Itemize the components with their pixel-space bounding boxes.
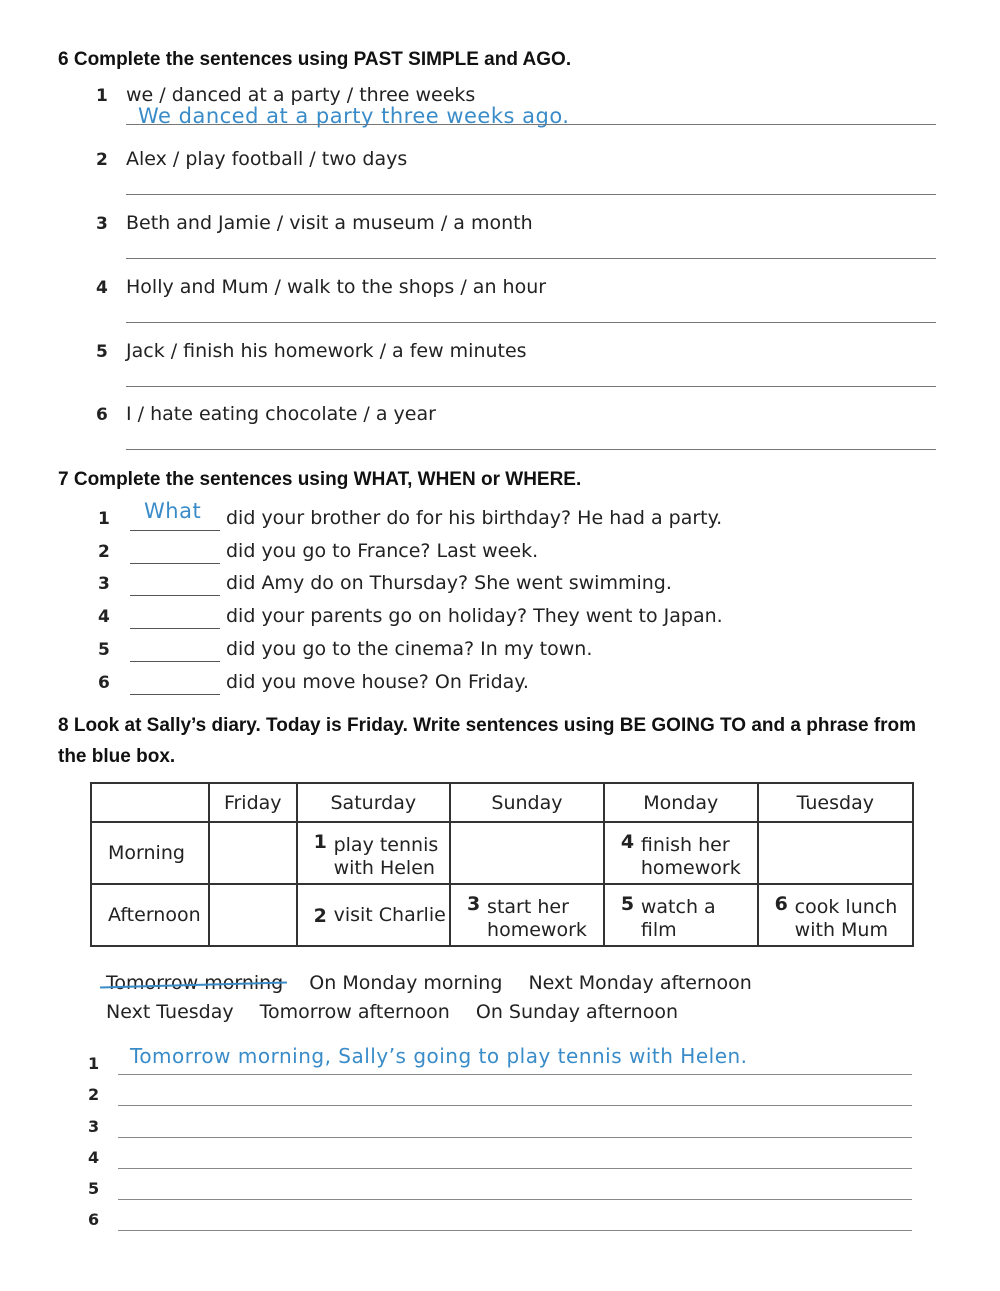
sentence-text: did your parents go on holiday? They went to Japan. xyxy=(226,605,723,627)
ex6-item-1 xyxy=(96,86,936,150)
item-number: 4 xyxy=(88,1148,100,1167)
day-header: Saturday xyxy=(297,783,450,822)
item-prompt: we / danced at a party / three weeks xyxy=(126,84,476,106)
ex8-answer-4 xyxy=(88,1148,912,1180)
answer-line xyxy=(118,1199,912,1200)
ex8-answer-3 xyxy=(88,1117,912,1149)
phrase-item-used: Tomorrow morning xyxy=(106,972,284,994)
answer-line xyxy=(126,322,936,323)
item-number: 5 xyxy=(88,1179,100,1198)
answer-line xyxy=(118,1168,912,1169)
activity-number: 3 xyxy=(467,893,481,915)
answer-line xyxy=(126,386,936,387)
phrase-box-row-1 xyxy=(106,972,772,994)
exercise-6-heading: 6 Complete the sentences using PAST SIMPLE and AGO. xyxy=(58,49,572,70)
answer-blank[interactable] xyxy=(130,671,220,695)
answer-blank[interactable] xyxy=(130,572,220,596)
phrase-box-row-2 xyxy=(106,1001,698,1023)
item-number: 6 xyxy=(98,673,110,693)
sally-diary-table xyxy=(90,782,914,947)
item-number: 2 xyxy=(96,150,108,170)
item-number: 5 xyxy=(96,342,108,362)
diary-cell xyxy=(604,884,758,946)
diary-cell xyxy=(297,822,450,884)
answer-line xyxy=(126,258,936,259)
diary-cell xyxy=(758,884,913,946)
diary-cell xyxy=(450,822,604,884)
answer-field[interactable]: We danced at a party three weeks ago. xyxy=(138,104,570,128)
ex6-item-3 xyxy=(96,214,936,278)
diary-cell xyxy=(209,822,297,884)
answer-line xyxy=(126,449,936,450)
diary-cell xyxy=(297,884,450,946)
item-number: 3 xyxy=(88,1117,100,1136)
answer-line xyxy=(118,1137,912,1138)
diary-cell xyxy=(209,884,297,946)
item-number: 2 xyxy=(98,542,110,562)
activity-text: start her homework xyxy=(487,896,587,941)
item-number: 4 xyxy=(98,607,110,627)
row-label: Afternoon xyxy=(91,884,209,946)
exercise-8-heading: 8 Look at Sally’s diary. Today is Friday. Write sentences using BE GOING TO and a phrase from the blue box. xyxy=(58,715,917,767)
ex7-item-6 xyxy=(98,671,798,701)
answer-field[interactable]: Tomorrow morning, Sally’s going to play tennis with Helen. xyxy=(130,1044,748,1068)
sentence-text: did your brother do for his birthday? He had a party. xyxy=(226,507,723,529)
phrase-item: Tomorrow afternoon xyxy=(259,1001,450,1023)
activity-number: 1 xyxy=(313,831,327,853)
sentence-text: did Amy do on Thursday? She went swimming. xyxy=(226,572,672,594)
activity-text: finish her homework xyxy=(640,834,741,879)
ex8-answer-5 xyxy=(88,1179,912,1211)
activity-number: 4 xyxy=(620,831,635,853)
phrase-item: On Monday morning xyxy=(309,972,503,994)
day-header: Tuesday xyxy=(758,783,913,822)
ex7-item-1 xyxy=(98,499,798,537)
item-prompt: Holly and Mum / walk to the shops / an hour xyxy=(126,276,547,298)
ex6-item-4 xyxy=(96,278,936,342)
activity-number: 6 xyxy=(774,893,788,915)
ex8-answer-1 xyxy=(88,1044,912,1086)
activity-text: watch a film xyxy=(640,896,716,941)
item-prompt: I / hate eating chocolate / a year xyxy=(126,403,436,425)
sentence-text: did you move house? On Friday. xyxy=(226,671,529,693)
ex6-item-5 xyxy=(96,342,936,406)
item-number: 1 xyxy=(98,509,110,529)
answer-blank[interactable] xyxy=(130,499,220,531)
sentence-text: did you go to France? Last week. xyxy=(226,540,539,562)
exercise-7-heading: 7 Complete the sentences using WHAT, WHEN or WHERE. xyxy=(58,469,582,490)
activity-text: visit Charlie xyxy=(333,903,446,926)
answer-line xyxy=(118,1074,912,1075)
phrase-item: On Sunday afternoon xyxy=(475,1001,678,1023)
activity-number: 5 xyxy=(620,893,635,915)
diary-cell xyxy=(604,822,758,884)
header-corner xyxy=(91,783,209,822)
day-header: Monday xyxy=(604,783,758,822)
item-number: 3 xyxy=(98,574,110,594)
item-number: 4 xyxy=(96,278,108,298)
item-number: 2 xyxy=(88,1085,100,1104)
day-header: Sunday xyxy=(450,783,604,822)
answer-text: What xyxy=(144,499,202,523)
answer-line xyxy=(126,194,936,195)
ex7-item-5 xyxy=(98,638,798,668)
item-prompt: Alex / play football / two days xyxy=(126,148,408,170)
item-number: 3 xyxy=(96,214,108,234)
ex8-answer-6 xyxy=(88,1210,912,1242)
diary-cell xyxy=(450,884,604,946)
ex8-answer-2 xyxy=(88,1085,912,1117)
item-number: 6 xyxy=(88,1210,100,1229)
phrase-item: Next Tuesday xyxy=(106,1001,234,1023)
activity-text: play tennis with Helen xyxy=(333,834,439,879)
answer-line xyxy=(126,124,936,125)
answer-blank[interactable] xyxy=(130,605,220,629)
answer-line xyxy=(118,1105,912,1106)
ex7-item-4 xyxy=(98,605,798,635)
row-label: Morning xyxy=(91,822,209,884)
activity-number: 2 xyxy=(313,905,327,927)
item-number: 6 xyxy=(96,405,108,425)
item-prompt: Jack / finish his homework / a few minutes xyxy=(126,340,527,362)
ex7-item-3 xyxy=(98,572,798,602)
item-number: 5 xyxy=(98,640,110,660)
item-prompt: Beth and Jamie / visit a museum / a month xyxy=(126,212,533,234)
ex7-item-2 xyxy=(98,540,798,570)
answer-blank[interactable] xyxy=(130,638,220,662)
day-header: Friday xyxy=(209,783,297,822)
item-number: 1 xyxy=(88,1054,100,1073)
diary-cell xyxy=(758,822,913,884)
activity-text: cook lunch with Mum xyxy=(794,896,898,941)
ex6-item-6 xyxy=(96,405,936,469)
answer-line xyxy=(118,1230,912,1231)
ex6-item-2 xyxy=(96,150,936,214)
answer-blank[interactable] xyxy=(130,540,220,564)
phrase-item: Next Monday afternoon xyxy=(528,972,752,994)
sentence-text: did you go to the cinema? In my town. xyxy=(226,638,593,660)
item-number: 1 xyxy=(96,86,108,106)
